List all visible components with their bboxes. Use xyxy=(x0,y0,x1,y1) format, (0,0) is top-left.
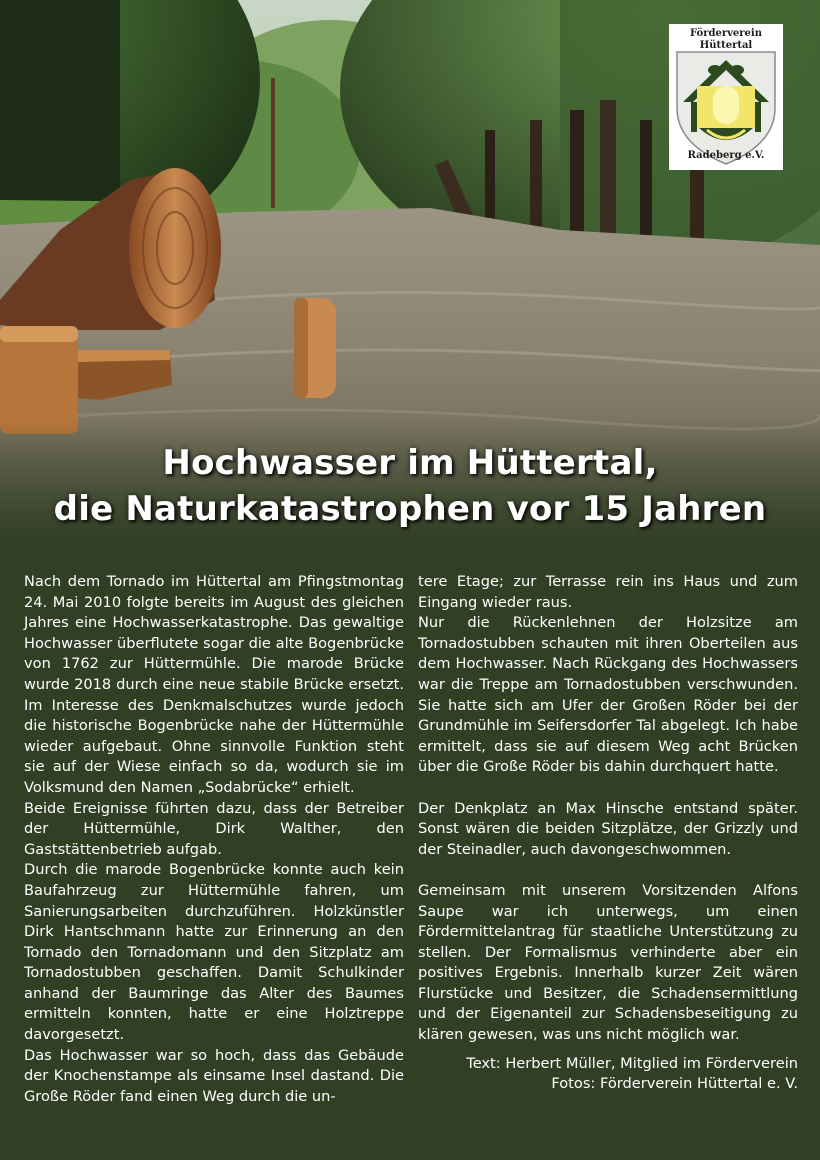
paragraph-knochenstampe: Das Hochwasser war so hoch, dass das Gebäude der Knochenstampe als einsame Insel dastand. Die Große Röder fand einen Weg durch die un- xyxy=(24,1046,404,1105)
credit-photos: Fotos: Förderverein Hüttertal e. V. xyxy=(551,1075,798,1093)
paragraph-consequences: Beide Ereignisse führten dazu, dass der Betreiber der Hüttermühle, Dirk Walther, den Gaststättenbetrieb aufgab. xyxy=(24,799,404,858)
article-title xyxy=(0,440,820,532)
logo-name-line1: Förderverein xyxy=(690,28,762,39)
credits xyxy=(418,1054,798,1095)
title-line-2: die Naturkatastrophen vor 15 Jahren xyxy=(53,489,767,529)
paragraph-stubben: Nur die Rückenlehnen der Holzsitze am Tornadostubben schauten mit ihren Oberteilen aus dem Hochwasser. Nach Rückgang des Hochwassers war die Treppe am Tornadostubben verschwunden. Sie hatte sich am Ufer der Großen Röder bei der Grundmühle im Seifersdorfer Tal abgelegt. Ich habe ermittelt, dass sie auf diesem Weg acht Brücken über die Große Röder bis dahin durchquert hatte. xyxy=(418,614,798,776)
paragraph-foerdermittel: Gemeinsam mit unserem Vorsitzenden Alfons Saupe war ich unterwegs, um einen Fördermittelantrag für staatliche Unterstützung zu stellen. Der Formalismus verhinderte aber ein positives Ergebnis. Innerhalb kurzer Zeit wären Flurstücke und Besitzer, die Schadensermittlung und der Eigenanteil zur Schadensbeseitigung zu klären gewesen, was uns nicht möglich war. xyxy=(418,881,798,1044)
association-logo xyxy=(669,24,783,170)
logo-place: Radeberg e.V. xyxy=(687,150,765,161)
paragraph-knochenstampe-continued: tere Etage; zur Terrasse rein ins Haus und zum Eingang wieder raus. xyxy=(418,573,798,611)
credit-text: Text: Herbert Müller, Mitglied im Förderverein xyxy=(466,1054,798,1072)
paragraph-intro: Nach dem Tornado im Hüttertal am Pfingstmontag 24. Mai 2010 folgte bereits im August des gleichen Jahres eine Hochwasserkatastrophe. Das gewaltige Hochwasser überflutete sogar die alte Bogenbrücke von 1762 zur Hüttermühle. Die marode Brücke wurde 2018 durch eine neue stabile Brücke ersetzt. Im Interesse des Denkmalschutzes wurde jedoch die historische Bogenbrücke nahe der Hüttermühle wieder aufgebaut. Ohne sinnvolle Funktion steht sie auf der Wiese einfach so da, wodurch sie im Volksmund den Namen „Sodabrücke“ erhielt. xyxy=(24,573,404,796)
paragraph-bridge: Durch die marode Bogenbrücke konnte auch kein Baufahrzeug zur Hüttermühle fahren, um Sanierungsarbeiten durchzuführen. Holzkünstler Dirk Hantschmann hatte zur Erinnerung an den Tornado den Tornadomann und den Sitzplatz am Tornadostubben geschaffen. Damit Schulkinder anhand der Baumringe das Alter des Baumes ermitteln konnten, hatte er eine Holztreppe davorgesetzt. xyxy=(24,861,404,1044)
logo-name-line2: Hüttertal xyxy=(699,40,753,51)
article-column-right xyxy=(418,572,798,1095)
paragraph-denkplatz: Der Denkplatz an Max Hinsche entstand später. Sonst wären die beiden Sitzplätze, der Grizzly und der Steinadler, auch davongeschwommen. xyxy=(418,799,798,858)
title-line-1: Hochwasser im Hüttertal, xyxy=(162,443,658,483)
article-column-left xyxy=(24,572,404,1107)
